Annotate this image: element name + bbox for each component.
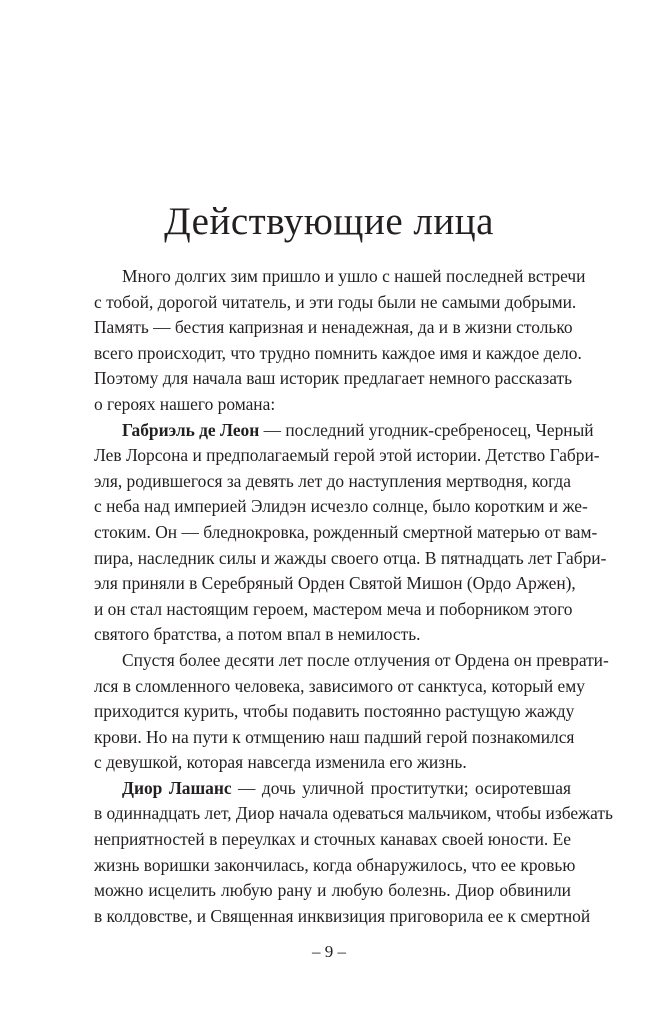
- text-line: стоким. Он — бледнокровка, рожденный смертной матерью от вам-: [94, 521, 598, 542]
- text-line: эля приняли в Серебряный Орден Святой Мишон (Ордо Аржен),: [94, 573, 576, 594]
- text-line: святого братства, а потом впал в немилость.: [94, 624, 421, 645]
- character-name-dior: Диор Лашанс: [122, 777, 232, 798]
- text-line: Лев Лорсона и предполагаемый герой этой истории. Детство Габри-: [94, 445, 600, 466]
- text-line: можно исцелить любую рану и любую болезнь. Диор обвинили: [94, 880, 571, 901]
- text-line: эля, родившегося за девять лет до наступления мертводня, когда: [94, 470, 571, 491]
- page-number: – 9 –: [312, 942, 346, 961]
- text-line: неприятностей в переулках и сточных канавах своей юности. Ее: [94, 829, 571, 850]
- text-line: жизнь воришки закончилась, когда обнаружилось, что ее кровью: [94, 854, 576, 875]
- text-line: в колдовстве, и Священная инквизиция приговорила ее к смертной: [94, 905, 591, 926]
- text-line: приходится курить, чтобы подавить постоянно растущую жажду: [94, 701, 575, 722]
- text-line: крови. Но на пути к отмщению наш падший герой познакомился: [94, 726, 575, 747]
- text-line: лся в сломленного человека, зависимого от санктуса, который ему: [94, 675, 585, 696]
- text-line: и он стал настоящим героем, мастером меча и поборником этого: [94, 598, 573, 619]
- text-line: Много долгих зим пришло и ушло с нашей последней встречи: [122, 266, 586, 286]
- chapter-body: [94, 264, 613, 929]
- text-line: с неба над империей Элидэн исчезло солнце, было коротким и же-: [94, 496, 588, 517]
- paragraph-gabriel-later: [94, 648, 609, 776]
- text-line: в одиннадцать лет, Диор начала одеваться мальчиком, чтобы избежать: [94, 803, 613, 824]
- chapter-title: Действующие лица: [164, 200, 494, 243]
- text-line: Память — бестия капризная и ненадежная, да и в жизни столько: [94, 317, 573, 338]
- text-line: о героях нашего романа:: [94, 393, 276, 414]
- character-name-gabriel: Габриэль де Леон: [122, 419, 260, 440]
- text-line: с тобой, дорогой читатель, и эти годы были не самыми добрыми.: [94, 291, 577, 312]
- text-line: Спустя более десяти лет после отлучения от Ордена он преврати-: [122, 649, 609, 670]
- text-line: [94, 418, 594, 444]
- paragraph-dior: [94, 776, 613, 930]
- text-line: всего происходит, что трудно помнить каждое имя и каждое дело.: [94, 342, 582, 363]
- paragraph-gabriel: [94, 418, 607, 648]
- text-line: [94, 776, 571, 802]
- paragraph-intro: [94, 264, 586, 418]
- text-line: с девушкой, которая навсегда изменила его жизнь.: [94, 752, 467, 773]
- text-line: пира, наследник силы и жажды своего отца. В пятнадцать лет Габри-: [94, 547, 607, 568]
- text-fragment: — дочь уличной проститутки; осиротевшая: [231, 777, 572, 798]
- text-fragment: — последний угодник-сребреносец, Черный: [259, 419, 594, 440]
- text-line: Поэтому для начала ваш историк предлагает немного рассказать: [94, 368, 573, 389]
